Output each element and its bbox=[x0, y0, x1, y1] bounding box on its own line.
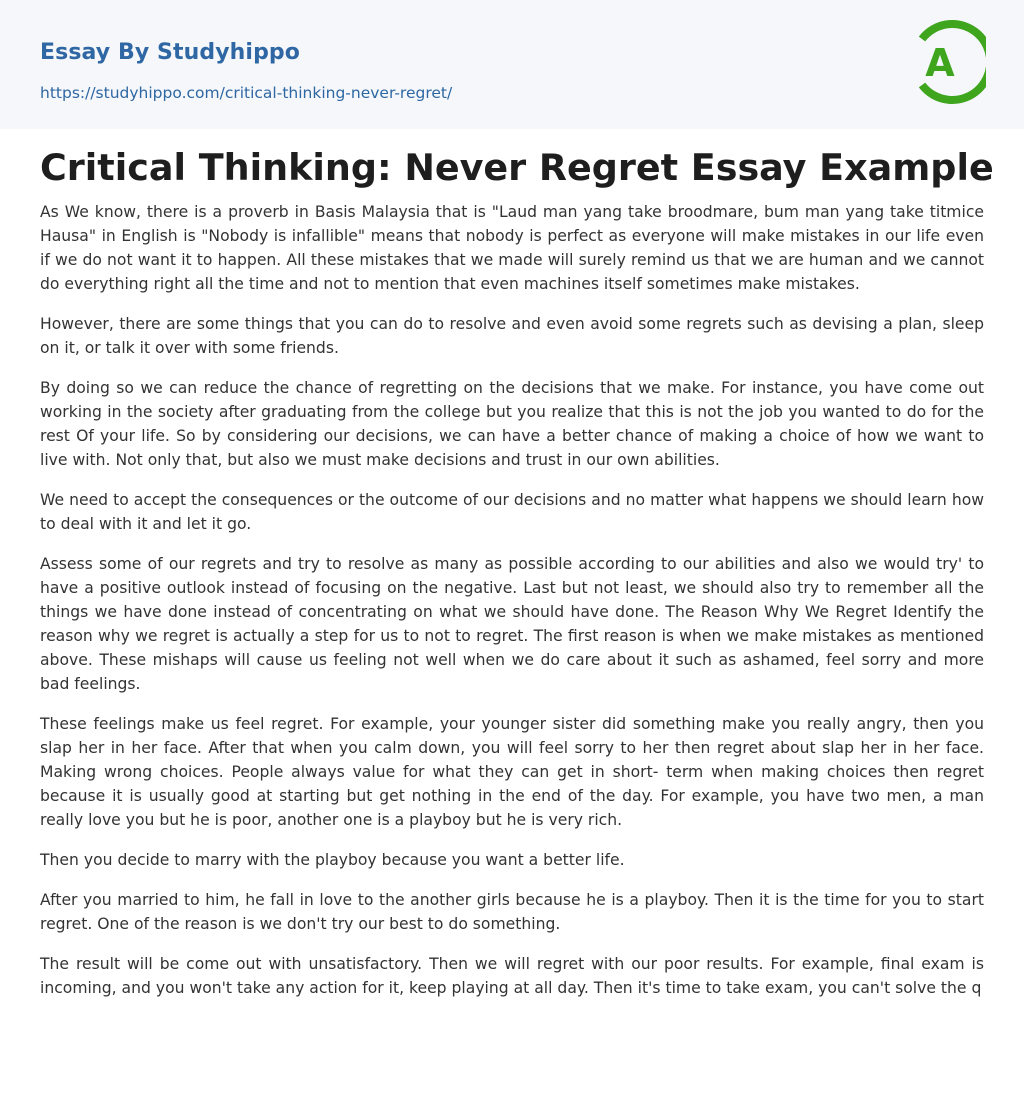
paragraph-5: Assess some of our regrets and try to resolve as many as possible according to our abilities and also we would try' to have a positive outlook instead of focusing on the negative. Last but not least, we should also try to remember all the things we have done instead of concentrating on what we should have done. The Reason Why We Regret Identify the reason why we regret is actually a step for us to not to regret. The first reason is when we make mistakes as mentioned above. These mishaps will cause us feeling not well when we do care about it such as ashamed, feel sorry and more bad feelings. bbox=[40, 555, 984, 693]
paragraph-4: We need to accept the consequences or the outcome of our decisions and no matter what happens we should learn how to deal with it and let it go. bbox=[40, 491, 984, 533]
paragraph-3: By doing so we can reduce the chance of regretting on the decisions that we make. For instance, you have come out working in the society after graduating from the college but you realize that this is not the job you wanted to do for the rest Of your life. So by considering our decisions, we can have a better chance of making a choice of how we want to live with. Not only that, but also we must make decisions and trust in our own abilities. bbox=[40, 379, 984, 469]
article-url-link[interactable]: https://studyhippo.com/critical-thinking-never-regret/ bbox=[40, 84, 453, 102]
paragraph-7: Then you decide to marry with the playboy because you want a better life. bbox=[40, 851, 625, 869]
paragraph-2: However, there are some things that you can do to resolve and even avoid some regrets such as devising a plan, sleep on it, or talk it over with some friends. bbox=[40, 315, 984, 357]
page-title: Critical Thinking: Never Regret Essay Example bbox=[40, 146, 994, 189]
paragraph-8: After you married to him, he fall in love to the another girls because he is a playboy. Then it is the time for you to start regret. One of the reason is we don't try our best to do something. bbox=[40, 891, 984, 933]
paragraph-6: These feelings make us feel regret. For example, your younger sister did something make you really angry, then you slap her in her face. After that when you calm down, you will feel sorry to her then regret about slap her in her face. Making wrong choices. People always value for what they can get in short- term when making choices then regret because it is usually good at starting but get nothing in the end of the day. For example, you have two men, a man really love you but he is poor, another one is a playboy but he is very rich. bbox=[40, 715, 984, 829]
paragraph-1: As We know, there is a proverb in Basis Malaysia that is "Laud man yang take broodmare, bum man yang take titmice Hausa" in English is "Nobody is infallible" means that nobody is perfect as everyone will make mistakes in our life even if we do not want it to happen. All these mistakes that we made will surely remind us that we are human and we cannot do everything right all the time and not to mention that even machines itself sometimes make mistakes. bbox=[40, 203, 984, 293]
paragraph-9: The result will be come out with unsatisfactory. Then we will regret with our poor results. For example, final exam is incoming, and you won't take any action for it, keep playing at all day. Then it's time to take exam, you can't solve the q bbox=[40, 955, 984, 997]
brand-title[interactable]: Essay By Studyhippo bbox=[40, 40, 300, 65]
article-body bbox=[40, 200, 984, 1016]
logo-letter: A bbox=[925, 41, 955, 85]
